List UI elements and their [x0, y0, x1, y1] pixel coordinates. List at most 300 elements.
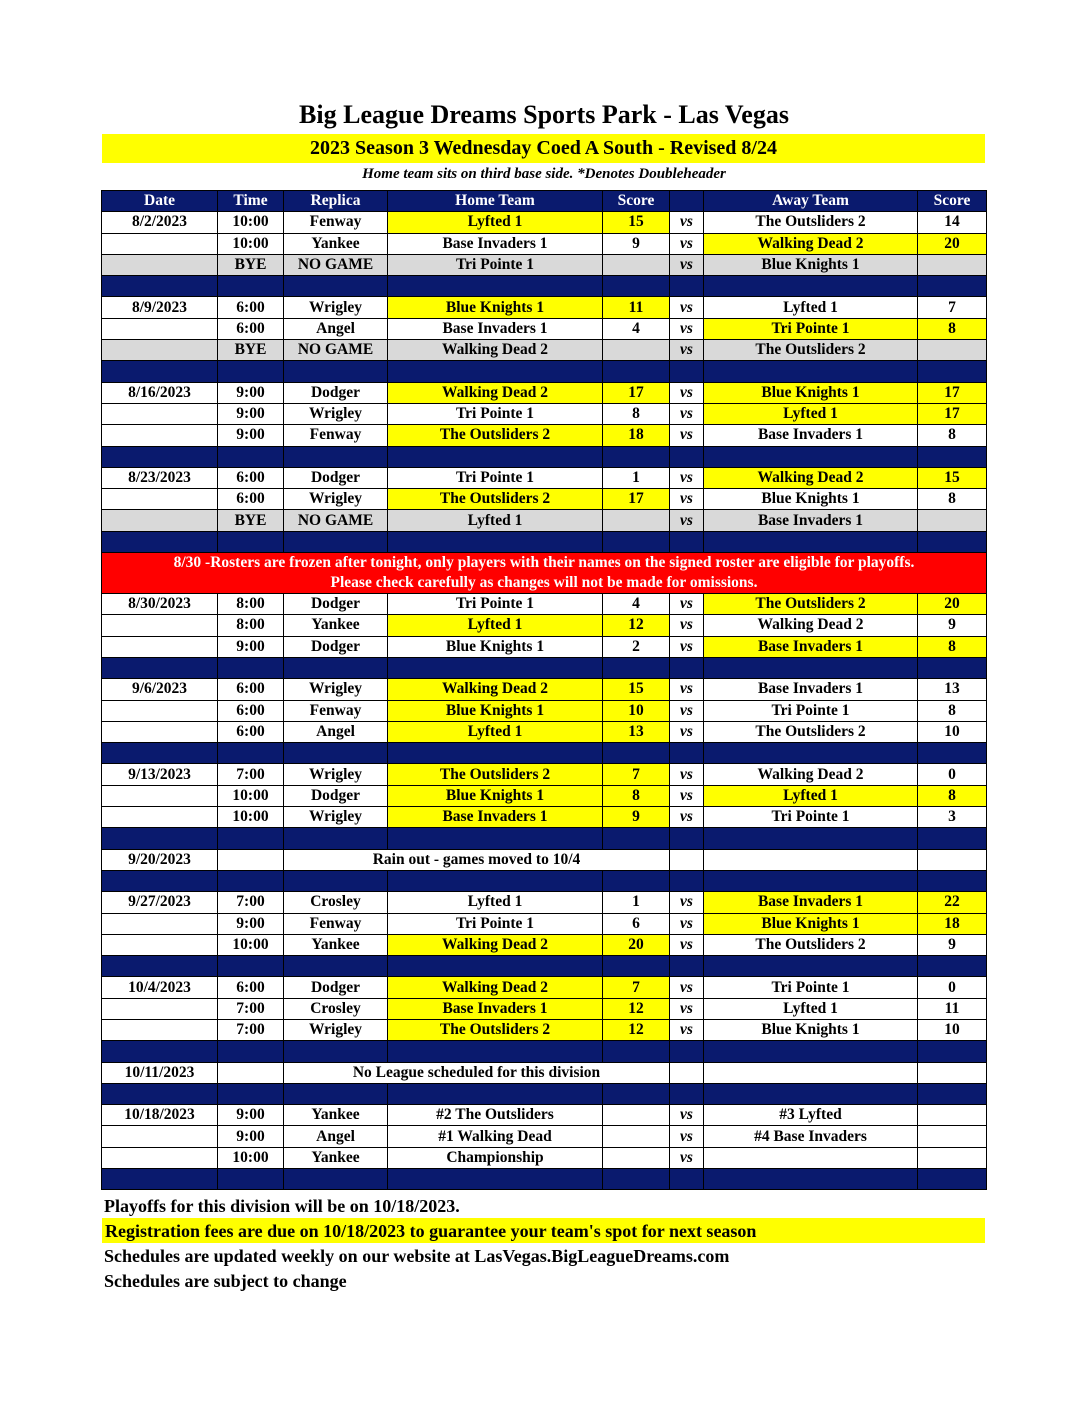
separator-cell: [670, 743, 704, 764]
vs-cell: vs: [670, 998, 704, 1019]
date-cell: 8/16/2023: [102, 382, 218, 403]
replica-cell: Crosley: [284, 998, 388, 1019]
away-team-cell: Lyfted 1: [704, 403, 918, 424]
separator-cell: [218, 361, 284, 382]
vs-cell: vs: [670, 489, 704, 510]
date-cell: 9/20/2023: [102, 849, 218, 870]
separator-cell: [670, 1083, 704, 1104]
separator-cell: [670, 531, 704, 552]
away-score-cell: [918, 1147, 987, 1168]
date-cell: [102, 700, 218, 721]
home-team-cell: Blue Knights 1: [388, 297, 603, 318]
time-cell: BYE: [218, 340, 284, 361]
replica-cell: Angel: [284, 318, 388, 339]
separator-cell: [918, 1041, 987, 1062]
away-team-cell: Tri Pointe 1: [704, 318, 918, 339]
vs-cell: vs: [670, 636, 704, 657]
home-score-cell: 15: [603, 212, 670, 233]
home-team-cell: Base Invaders 1: [388, 318, 603, 339]
separator-cell: [388, 743, 603, 764]
separator-cell: [603, 531, 670, 552]
game-row: [102, 1105, 987, 1126]
game-row: [102, 425, 987, 446]
separator-cell: [670, 657, 704, 678]
separator-cell: [284, 276, 388, 297]
separator-cell: [603, 657, 670, 678]
separator-cell: [670, 1169, 704, 1190]
time-cell: 10:00: [218, 233, 284, 254]
home-score-cell: 18: [603, 425, 670, 446]
date-cell: 8/9/2023: [102, 297, 218, 318]
separator-cell: [284, 828, 388, 849]
away-score-cell: 10: [918, 721, 987, 742]
date-cell: 8/2/2023: [102, 212, 218, 233]
game-row: [102, 636, 987, 657]
separator-cell: [218, 1169, 284, 1190]
bye-row: [102, 340, 987, 361]
away-score-cell: 11: [918, 998, 987, 1019]
home-score-cell: [603, 340, 670, 361]
separator-cell: [603, 743, 670, 764]
away-score-cell: 9: [918, 934, 987, 955]
registration-note: Registration fees are due on 10/18/2023 to guarantee your team's spot for next season: [102, 1218, 985, 1243]
home-team-cell: Base Invaders 1: [388, 233, 603, 254]
date-cell: [102, 785, 218, 806]
separator-cell: [704, 361, 918, 382]
separator-cell: [388, 828, 603, 849]
home-team-cell: Lyfted 1: [388, 212, 603, 233]
time-cell: 9:00: [218, 1126, 284, 1147]
home-score-cell: [603, 1147, 670, 1168]
separator-cell: [388, 657, 603, 678]
col-vs: [670, 191, 704, 212]
away-score-cell: 17: [918, 382, 987, 403]
time-cell: 10:00: [218, 1147, 284, 1168]
date-cell: [102, 489, 218, 510]
separator-cell: [218, 1083, 284, 1104]
away-score-cell: 8: [918, 785, 987, 806]
home-team-cell: Tri Pointe 1: [388, 467, 603, 488]
vs-cell: [670, 849, 704, 870]
vs-cell: vs: [670, 212, 704, 233]
separator-cell: [102, 1083, 218, 1104]
col-away-score: Score: [918, 191, 987, 212]
separator-cell: [218, 1041, 284, 1062]
time-cell: 6:00: [218, 489, 284, 510]
date-cell: [102, 615, 218, 636]
replica-cell: Fenway: [284, 700, 388, 721]
date-cell: [102, 425, 218, 446]
time-cell: BYE: [218, 510, 284, 531]
separator-row: [102, 743, 987, 764]
roster-notice-line2: Please check carefully as changes will not be made for omissions.: [330, 574, 758, 592]
replica-cell: Dodger: [284, 785, 388, 806]
date-cell: 10/11/2023: [102, 1062, 218, 1083]
game-row: [102, 721, 987, 742]
separator-cell: [704, 956, 918, 977]
away-score-cell: [918, 510, 987, 531]
time-cell: 6:00: [218, 977, 284, 998]
home-score-cell: 10: [603, 700, 670, 721]
replica-cell: Wrigley: [284, 403, 388, 424]
away-score-cell: 13: [918, 679, 987, 700]
separator-cell: [102, 1041, 218, 1062]
message-cell: No League scheduled for this division: [284, 1062, 670, 1083]
schedule-body: [102, 212, 987, 1190]
separator-cell: [102, 361, 218, 382]
separator-cell: [102, 828, 218, 849]
separator-cell: [218, 870, 284, 891]
separator-cell: [102, 276, 218, 297]
separator-cell: [670, 828, 704, 849]
date-cell: 9/27/2023: [102, 892, 218, 913]
separator-cell: [284, 956, 388, 977]
home-score-cell: [603, 1105, 670, 1126]
separator-row: [102, 531, 987, 552]
away-team-cell: Base Invaders 1: [704, 892, 918, 913]
vs-cell: vs: [670, 510, 704, 531]
date-cell: 9/13/2023: [102, 764, 218, 785]
game-row: [102, 212, 987, 233]
replica-cell: Wrigley: [284, 297, 388, 318]
home-team-note: Home team sits on third base side. *Denotes Doubleheader: [362, 166, 726, 182]
home-team-cell: The Outsliders 2: [388, 764, 603, 785]
home-score-cell: 2: [603, 636, 670, 657]
header-row: [102, 191, 987, 212]
vs-cell: vs: [670, 913, 704, 934]
home-score-cell: 6: [603, 913, 670, 934]
vs-cell: vs: [670, 700, 704, 721]
page-title: Big League Dreams Sports Park - Las Vegas: [299, 100, 789, 129]
separator-cell: [918, 657, 987, 678]
away-team-cell: Tri Pointe 1: [704, 977, 918, 998]
separator-cell: [704, 446, 918, 467]
home-team-cell: Walking Dead 2: [388, 977, 603, 998]
separator-cell: [918, 743, 987, 764]
date-cell: 9/6/2023: [102, 679, 218, 700]
replica-cell: Wrigley: [284, 679, 388, 700]
separator-cell: [218, 828, 284, 849]
col-date: Date: [102, 191, 218, 212]
vs-cell: vs: [670, 1105, 704, 1126]
away-team-cell: The Outsliders 2: [704, 934, 918, 955]
message-cell: Rain out - games moved to 10/4: [284, 849, 670, 870]
home-score-cell: 11: [603, 297, 670, 318]
separator-cell: [218, 446, 284, 467]
date-cell: [102, 403, 218, 424]
home-score-cell: 1: [603, 467, 670, 488]
replica-cell: Wrigley: [284, 807, 388, 828]
home-score-cell: 17: [603, 382, 670, 403]
separator-cell: [102, 743, 218, 764]
replica-cell: Yankee: [284, 1105, 388, 1126]
away-team-cell: [704, 849, 918, 870]
time-cell: 6:00: [218, 700, 284, 721]
time-cell: 9:00: [218, 382, 284, 403]
separator-cell: [218, 956, 284, 977]
away-score-cell: [918, 340, 987, 361]
date-cell: [102, 934, 218, 955]
separator-cell: [704, 828, 918, 849]
home-score-cell: 13: [603, 721, 670, 742]
separator-row: [102, 1083, 987, 1104]
separator-cell: [284, 1169, 388, 1190]
home-score-cell: [603, 1126, 670, 1147]
game-row: [102, 700, 987, 721]
away-team-cell: The Outsliders 2: [704, 594, 918, 615]
date-cell: [102, 636, 218, 657]
replica-cell: Fenway: [284, 425, 388, 446]
replica-cell: Dodger: [284, 977, 388, 998]
game-row: [102, 785, 987, 806]
time-cell: 9:00: [218, 425, 284, 446]
home-team-cell: #2 The Outsliders: [388, 1105, 603, 1126]
away-score-cell: [918, 1062, 987, 1083]
date-cell: [102, 233, 218, 254]
replica-cell: Dodger: [284, 636, 388, 657]
season-subtitle: 2023 Season 3 Wednesday Coed A South - Revised 8/24: [102, 134, 985, 163]
time-cell: 7:00: [218, 998, 284, 1019]
away-team-cell: Walking Dead 2: [704, 764, 918, 785]
game-row: [102, 1126, 987, 1147]
home-team-cell: Tri Pointe 1: [388, 403, 603, 424]
separator-cell: [284, 446, 388, 467]
away-team-cell: Tri Pointe 1: [704, 700, 918, 721]
vs-cell: vs: [670, 764, 704, 785]
separator-cell: [284, 870, 388, 891]
home-team-cell: Blue Knights 1: [388, 785, 603, 806]
home-score-cell: 12: [603, 998, 670, 1019]
separator-cell: [102, 446, 218, 467]
away-team-cell: Blue Knights 1: [704, 254, 918, 275]
away-score-cell: [918, 849, 987, 870]
time-cell: 10:00: [218, 212, 284, 233]
separator-row: [102, 276, 987, 297]
game-row: [102, 403, 987, 424]
col-away-team: Away Team: [704, 191, 918, 212]
away-score-cell: 18: [918, 913, 987, 934]
game-row: [102, 489, 987, 510]
separator-cell: [388, 531, 603, 552]
separator-cell: [603, 361, 670, 382]
game-row: [102, 679, 987, 700]
away-team-cell: Lyfted 1: [704, 785, 918, 806]
date-cell: 8/23/2023: [102, 467, 218, 488]
separator-row: [102, 870, 987, 891]
separator-cell: [704, 743, 918, 764]
game-row: [102, 594, 987, 615]
separator-cell: [704, 1169, 918, 1190]
separator-cell: [603, 1041, 670, 1062]
website-note: Schedules are updated weekly on our website at LasVegas.BigLeagueDreams.com: [104, 1246, 730, 1266]
separator-cell: [918, 361, 987, 382]
separator-row: [102, 1041, 987, 1062]
home-score-cell: 15: [603, 679, 670, 700]
separator-cell: [704, 276, 918, 297]
away-team-cell: Blue Knights 1: [704, 913, 918, 934]
away-score-cell: 8: [918, 700, 987, 721]
away-score-cell: 0: [918, 764, 987, 785]
away-score-cell: 7: [918, 297, 987, 318]
replica-cell: Dodger: [284, 467, 388, 488]
away-score-cell: 10: [918, 1019, 987, 1040]
roster-notice-row: [102, 553, 987, 594]
away-score-cell: 8: [918, 425, 987, 446]
separator-cell: [218, 657, 284, 678]
time-cell: 10:00: [218, 785, 284, 806]
game-row: [102, 913, 987, 934]
separator-cell: [102, 657, 218, 678]
away-score-cell: 0: [918, 977, 987, 998]
home-team-cell: Walking Dead 2: [388, 679, 603, 700]
separator-cell: [918, 531, 987, 552]
home-score-cell: 7: [603, 764, 670, 785]
col-replica: Replica: [284, 191, 388, 212]
away-team-cell: Blue Knights 1: [704, 489, 918, 510]
message-row: [102, 1062, 987, 1083]
vs-cell: vs: [670, 340, 704, 361]
time-cell: 8:00: [218, 615, 284, 636]
col-home-score: Score: [603, 191, 670, 212]
away-team-cell: The Outsliders 2: [704, 721, 918, 742]
away-team-cell: Blue Knights 1: [704, 382, 918, 403]
vs-cell: vs: [670, 403, 704, 424]
separator-cell: [918, 1083, 987, 1104]
vs-cell: vs: [670, 721, 704, 742]
home-score-cell: 12: [603, 615, 670, 636]
time-cell: 7:00: [218, 764, 284, 785]
vs-cell: vs: [670, 977, 704, 998]
replica-cell: Wrigley: [284, 1019, 388, 1040]
away-team-cell: Base Invaders 1: [704, 636, 918, 657]
away-team-cell: Walking Dead 2: [704, 467, 918, 488]
vs-cell: vs: [670, 382, 704, 403]
replica-cell: Yankee: [284, 233, 388, 254]
home-score-cell: [603, 254, 670, 275]
separator-cell: [918, 956, 987, 977]
separator-cell: [670, 276, 704, 297]
vs-cell: vs: [670, 1019, 704, 1040]
time-cell: BYE: [218, 254, 284, 275]
replica-cell: NO GAME: [284, 340, 388, 361]
separator-cell: [603, 828, 670, 849]
vs-cell: vs: [670, 425, 704, 446]
away-team-cell: Lyfted 1: [704, 297, 918, 318]
away-score-cell: 20: [918, 594, 987, 615]
separator-row: [102, 956, 987, 977]
home-score-cell: 8: [603, 785, 670, 806]
time-cell: [218, 849, 284, 870]
home-score-cell: 7: [603, 977, 670, 998]
game-row: [102, 977, 987, 998]
separator-cell: [704, 870, 918, 891]
date-cell: [102, 998, 218, 1019]
away-score-cell: 20: [918, 233, 987, 254]
message-row: [102, 849, 987, 870]
separator-row: [102, 446, 987, 467]
home-team-cell: Lyfted 1: [388, 615, 603, 636]
game-row: [102, 1147, 987, 1168]
separator-cell: [284, 657, 388, 678]
away-team-cell: Blue Knights 1: [704, 1019, 918, 1040]
replica-cell: Yankee: [284, 934, 388, 955]
date-cell: [102, 807, 218, 828]
date-cell: [102, 340, 218, 361]
game-row: [102, 318, 987, 339]
home-score-cell: 20: [603, 934, 670, 955]
vs-cell: vs: [670, 1126, 704, 1147]
separator-cell: [218, 743, 284, 764]
home-team-cell: Tri Pointe 1: [388, 594, 603, 615]
date-cell: [102, 254, 218, 275]
separator-cell: [284, 361, 388, 382]
separator-cell: [102, 1169, 218, 1190]
separator-cell: [918, 828, 987, 849]
separator-cell: [918, 276, 987, 297]
col-home-team: Home Team: [388, 191, 603, 212]
separator-row: [102, 828, 987, 849]
away-team-cell: #3 Lyfted: [704, 1105, 918, 1126]
separator-cell: [218, 276, 284, 297]
game-row: [102, 807, 987, 828]
game-row: [102, 998, 987, 1019]
playoffs-note: Playoffs for this division will be on 10/18/2023.: [104, 1196, 460, 1216]
home-score-cell: 4: [603, 594, 670, 615]
separator-cell: [388, 361, 603, 382]
home-score-cell: 9: [603, 233, 670, 254]
date-cell: [102, 1126, 218, 1147]
home-team-cell: Tri Pointe 1: [388, 254, 603, 275]
time-cell: 6:00: [218, 467, 284, 488]
time-cell: 7:00: [218, 1019, 284, 1040]
date-cell: [102, 510, 218, 531]
date-cell: [102, 1019, 218, 1040]
vs-cell: [670, 1062, 704, 1083]
home-score-cell: 4: [603, 318, 670, 339]
home-team-cell: Blue Knights 1: [388, 636, 603, 657]
separator-cell: [102, 956, 218, 977]
away-score-cell: [918, 1105, 987, 1126]
time-cell: 8:00: [218, 594, 284, 615]
home-team-cell: Walking Dead 2: [388, 934, 603, 955]
date-cell: 10/4/2023: [102, 977, 218, 998]
time-cell: 9:00: [218, 403, 284, 424]
away-score-cell: [918, 1126, 987, 1147]
date-cell: [102, 721, 218, 742]
replica-cell: Crosley: [284, 892, 388, 913]
vs-cell: vs: [670, 934, 704, 955]
game-row: [102, 934, 987, 955]
away-team-cell: Tri Pointe 1: [704, 807, 918, 828]
separator-cell: [603, 1169, 670, 1190]
separator-cell: [603, 956, 670, 977]
separator-cell: [918, 446, 987, 467]
away-team-cell: Base Invaders 1: [704, 510, 918, 531]
away-score-cell: 8: [918, 636, 987, 657]
schedule-table: [101, 190, 987, 1190]
separator-cell: [603, 870, 670, 891]
time-cell: 7:00: [218, 892, 284, 913]
separator-cell: [704, 1083, 918, 1104]
bye-row: [102, 510, 987, 531]
separator-cell: [284, 743, 388, 764]
separator-cell: [704, 1041, 918, 1062]
separator-cell: [388, 1083, 603, 1104]
away-score-cell: 8: [918, 318, 987, 339]
vs-cell: vs: [670, 233, 704, 254]
home-score-cell: 8: [603, 403, 670, 424]
time-cell: 6:00: [218, 297, 284, 318]
